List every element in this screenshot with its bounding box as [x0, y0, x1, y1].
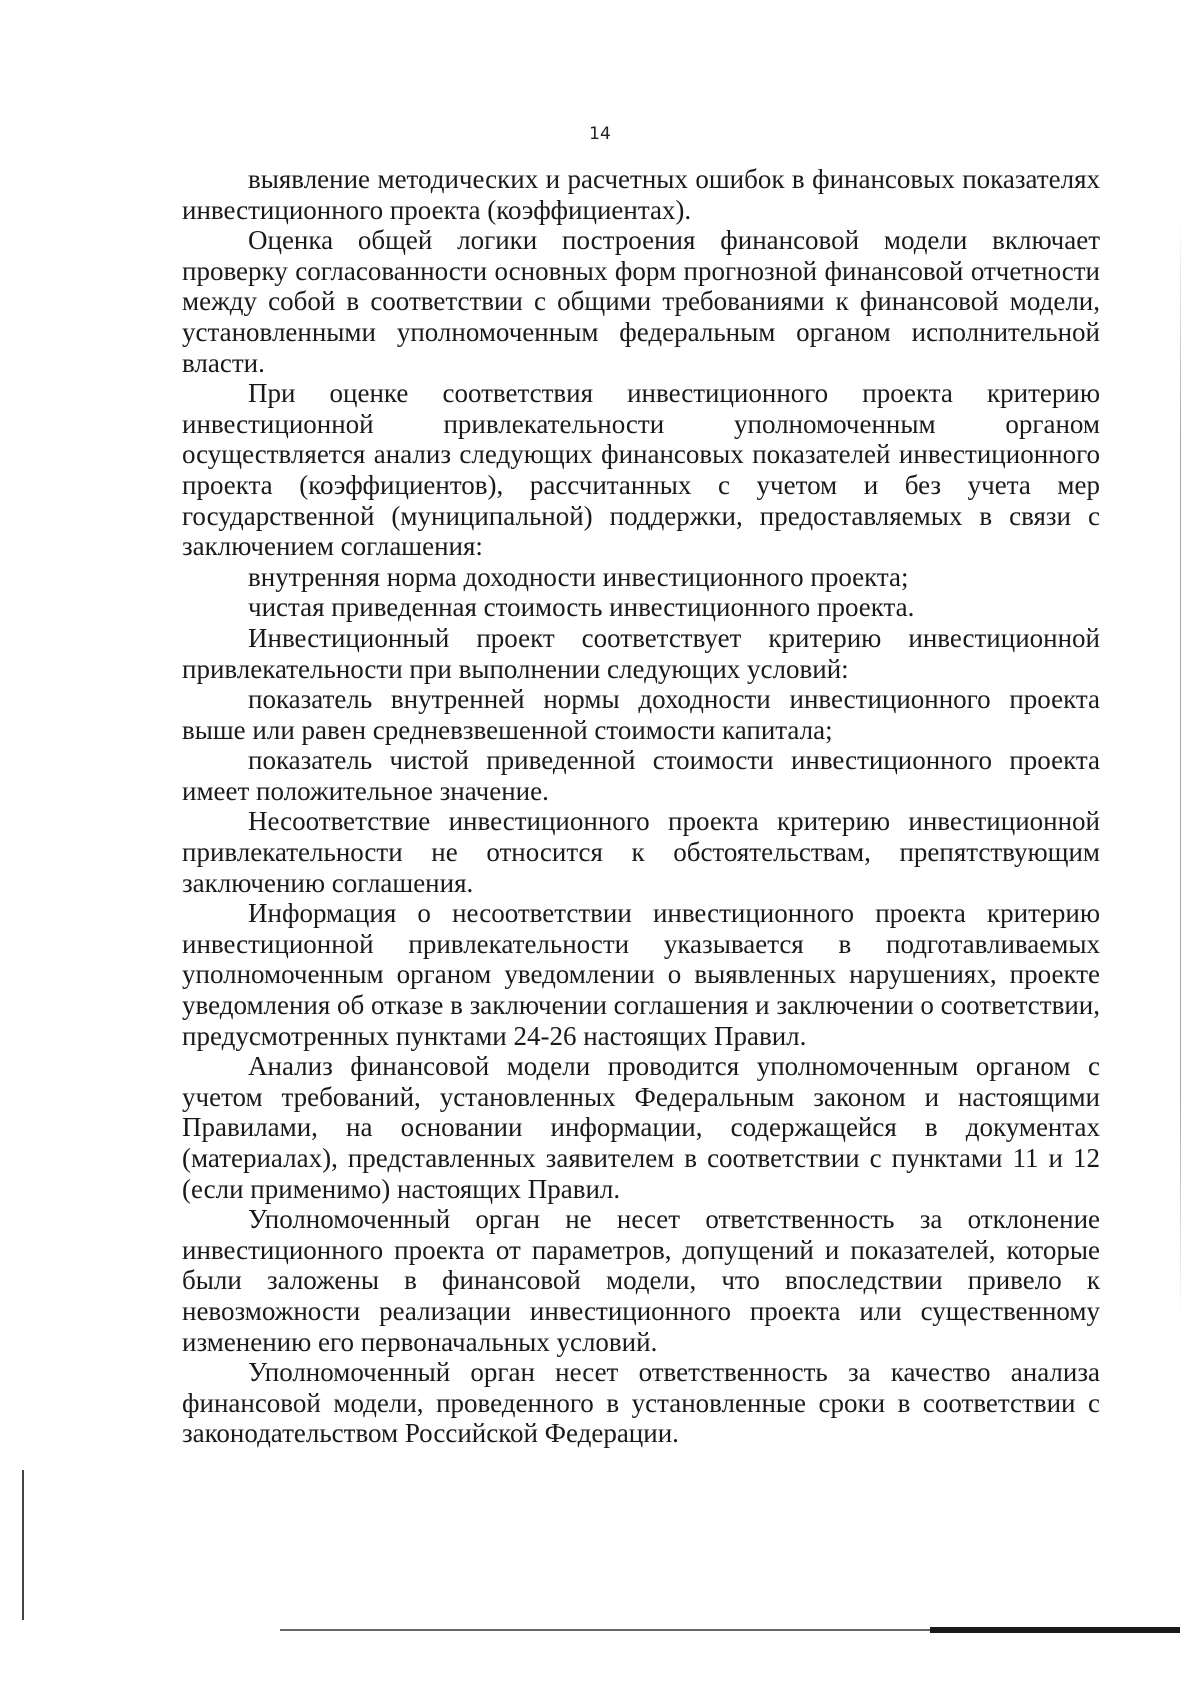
paragraph-liability-quality: Уполномоченный орган несет ответственность за качество анализа финансовой модели, проведенного в установленные сроки в соответствии с законодательством Российской Федерации. [182, 1357, 1100, 1449]
paragraph-noncompliance: Несоответствие инвестиционного проекта критерию инвестиционной привлекательности не относится к обстоятельствам, препятствующим заключению соглашения. [182, 806, 1100, 898]
scan-edge-mark [1180, 220, 1181, 1320]
scan-margin-mark [22, 1470, 24, 1620]
list-item-irr: внутренняя норма доходности инвестиционного проекта; [248, 561, 909, 592]
paragraph-calculation-errors: выявление методических и расчетных ошибок в финансовых показателях инвестиционного проекта (коэффициентах). [182, 164, 1100, 225]
paragraph-noncompliance-info: Информация о несоответствии инвестиционного проекта критерию инвестиционной привлекательности указывается в подготавливаемых уполномоченным органом уведомлении о выявленных нарушениях, проекте уведомления об отказе в заключении соглашения и заключении о соответствии, предусмотренных пунктами 24-26 настоящих Правил. [182, 898, 1100, 1051]
list-item-irr-condition: показатель внутренней нормы доходности инвестиционного проекта выше или равен средневзвешенной стоимости капитала; [182, 684, 1100, 745]
paragraph-model-analysis: Анализ финансовой модели проводится уполномоченным органом с учетом требований, установленных Федеральным законом и настоящими Правилами, на основании информации, содержащейся в документах (материалах), представленных заявителем в соответствии с пунктами 11 и 12 (если применимо) настоящих Правил. [182, 1051, 1100, 1204]
paragraph-model-logic-assessment: Оценка общей логики построения финансовой модели включает проверку согласованности основных форм прогнозной финансовой отчетности между собой в соответствии с общими требованиями к финансовой модели, установленными уполномоченным федеральным органом исполнительной власти. [182, 225, 1100, 378]
list-item-npv: чистая приведенная стоимость инвестиционного проекта. [248, 592, 915, 623]
page-number: 14 [589, 124, 611, 144]
paragraph-no-liability: Уполномоченный орган не несет ответственность за отклонение инвестиционного проекта от параметров, допущений и показателей, которые были заложены в финансовой модели, что впоследствии привело к невозможности реализации инвестиционного проекта или существенному изменению его первоначальных условий. [182, 1204, 1100, 1357]
bottom-rule [280, 1629, 1180, 1631]
list-item-npv-condition: показатель чистой приведенной стоимости инвестиционного проекта имеет положительное значение. [182, 745, 1100, 806]
document-body [182, 164, 1100, 1449]
paragraph-attractiveness-analysis: При оценке соответствия инвестиционного проекта критерию инвестиционной привлекательности уполномоченным органом осуществляется анализ следующих финансовых показателей инвестиционного проекта (коэффициентов), рассчитанных с учетом и без учета мер государственной (муниципальной) поддержки, предоставляемых в связи с заключением соглашения: [182, 378, 1100, 562]
paragraph-compliance-conditions: Инвестиционный проект соответствует критерию инвестиционной привлекательности при выполнении следующих условий: [182, 622, 1100, 684]
